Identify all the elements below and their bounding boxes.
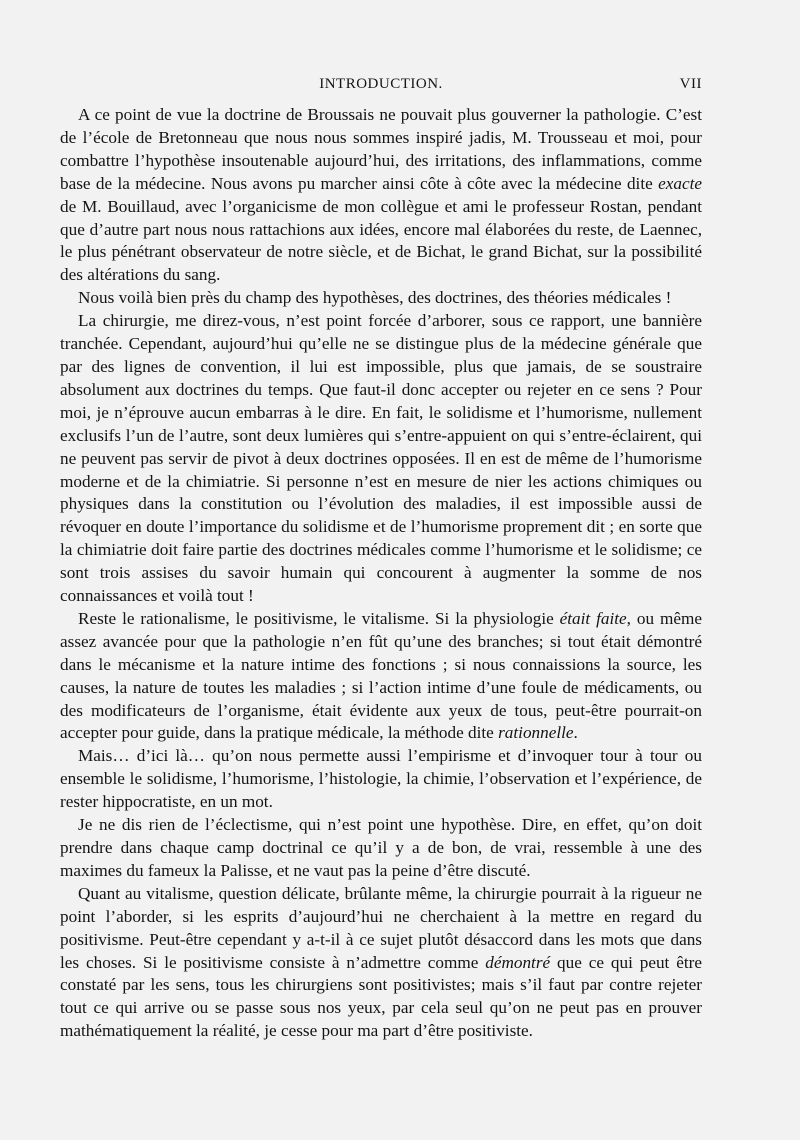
- italic-term: exacte: [658, 173, 702, 193]
- text-run: , ou même assez avancée pour que la pathologie n’en fût qu’une des branches; si tout était démontré dans le mécanisme et la nature intime des fonctions ; si nous connaissions la source, les causes, la nature de toutes les maladies ; si l’action intime d’une foule de médicaments, ou des modificateurs de l’organisme, était évidente aux yeux de tous, peut-être pourrait-on accepter pour guide, dans la pratique médicale, la méthode dite: [60, 608, 702, 743]
- paragraph: [60, 104, 702, 287]
- paragraph: [60, 608, 702, 745]
- page-number: VII: [679, 76, 702, 92]
- text-run: Reste le rationalisme, le positivisme, le vitalisme. Si la physiologie: [78, 608, 560, 628]
- text-run: que ce qui peut être constaté par les sens, tous les chirurgiens sont positivistes; mais s’il faut par contre rejeter tout ce qui arrive ou se passe sous nos yeux, par cela seul qu’on ne peut pas en prouver mathématiquement la réalité, je cesse pour ma part d’être positiviste.: [60, 952, 702, 1041]
- running-head-title: INTRODUCTION.: [319, 76, 443, 92]
- text-run: de M. Bouillaud, avec l’organicisme de mon collègue et ami le professeur Rostan, pendant que d’autre part nous nous rattachions aux idées, encore mal élaborées du reste, de Laennec, le plus pénétrant observateur de notre siècle, et de Bichat, le grand Bichat, sur la possibilité des altérations du sang.: [60, 196, 702, 285]
- paragraph: [60, 310, 702, 608]
- italic-term: démontré: [485, 952, 551, 972]
- running-head: [60, 76, 702, 100]
- text-run: Nous voilà bien près du champ des hypothèses, des doctrines, des théories médicales !: [78, 288, 672, 308]
- paragraph: [60, 814, 702, 883]
- text-run: Je ne dis rien de l’éclectisme, qui n’est point une hypothèse. Dire, en effet, qu’on doit prendre dans chaque camp doctrinal ce qu’il y a de bon, de vrai, ressemble à une des maximes du fameux la Palisse, et ne vaut pas la peine d’être discuté.: [60, 815, 702, 880]
- body-text: [60, 104, 702, 1043]
- text-run: Mais… d’ici là… qu’on nous permette aussi l’empirisme et d’invoquer tour à tour ou ensemble le solidisme, l’humorisme, l’histologie, la chimie, l’observation et l’expérience, de rester hippocratiste, en un mot.: [60, 746, 702, 812]
- text-run: A ce point de vue la doctrine de Broussais ne pouvait plus gouverner la pathologie. C’est de l’école de Bretonneau que nous nous sommes inspiré jadis, M. Trousseau et moi, pour combattre l’hypothèse insoutenable aujourd’hui, des irritations, des inflammations, comme base de la médecine. Nous avons pu marcher ainsi côte à côte avec la médecine dite: [60, 105, 702, 193]
- text-run: La chirurgie, me direz-vous, n’est point forcée d’arborer, sous ce rapport, une bannière tranchée. Cependant, aujourd’hui qu’elle ne se distingue plus de la médecine générale que par des lignes de convention, il lui est impossible, plus que jamais, de se soustraire absolument aux doctrines du temps. Que faut-il donc accepter ou rejeter en ce sens ? Pour moi, je n’éprouve aucun embarras à le dire. En fait, le solidisme et l’humorisme, nullement exclusifs l’un de l’autre, sont deux lumières qui s’entre-appuient on qui s’entre-éclairent, qui ne peuvent pas servir de pivot à deux doctrines opposées. Il en est de même de l’humorisme moderne et de la chimiatrie. Si personne n’est en mesure de nier les actions chimiques ou physiques dans la constitution ou l’évolution des maladies, il est impossible aussi de révoquer en doute l’importance du solidisme et de l’humorisme proprement dit ; en sorte que la chimiatrie doit faire partie des doctrines médicales comme l’humorisme et le solidisme; ce sont trois assises du savoir humain qui concourent à augmenter la somme de nos connaissances et voilà tout !: [60, 311, 702, 606]
- paragraph: [60, 745, 702, 814]
- italic-term: rationnelle: [498, 723, 574, 743]
- italic-term: était faite: [559, 608, 627, 628]
- text-run: .: [573, 723, 578, 743]
- paragraph: [60, 883, 702, 1043]
- paragraph: [60, 287, 702, 310]
- text-run: Quant au vitalisme, question délicate, brûlante même, la chirurgie pourrait à la rigueur ne point l’aborder, si les esprits d’aujourd’hui ne cherchaient à la mettre en regard du positivisme. Peut-être cependant y a-t-il à ce sujet plutôt désaccord dans les mots que dans les choses. Si le positivisme consiste à n’admettre comme: [60, 883, 702, 972]
